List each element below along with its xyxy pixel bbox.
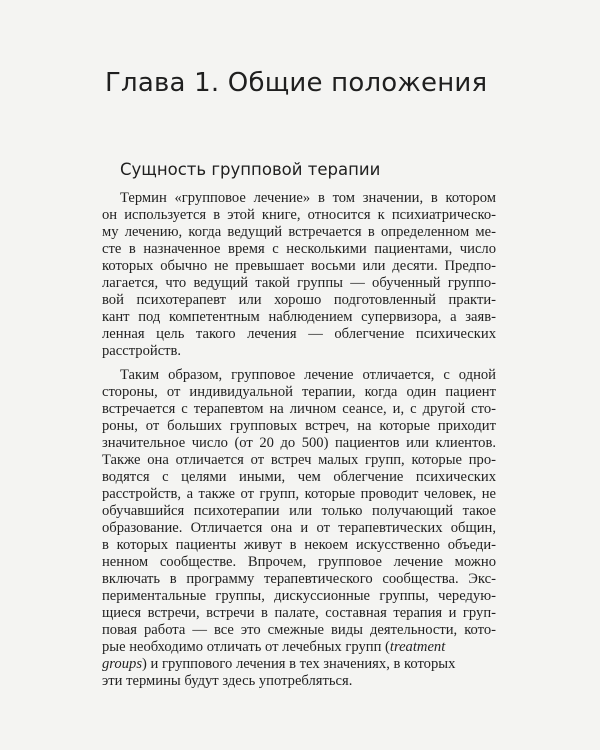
text-line: эти термины будут здесь употребляться. bbox=[102, 673, 353, 689]
text-line: расстройств. bbox=[102, 343, 182, 359]
text-line: включать в программу терапевтического сообщества. Экс- bbox=[102, 571, 496, 587]
text-line: кант под компетентным наблюдением супервизора, а заяв- bbox=[102, 309, 496, 325]
text-line: расстройств, а также от групп, которые проводит человек, не bbox=[102, 486, 496, 502]
italic-term: treatment bbox=[389, 639, 446, 655]
text-line: сте в назначенное время с несколькими пациентами, число bbox=[102, 241, 496, 257]
chapter-title: Глава 1. Общие положения bbox=[105, 68, 488, 98]
text-line: Термин «групповое лечение» в том значении, в котором bbox=[120, 190, 496, 206]
text-line: в которых пациенты живут в некоем искусственно объеди- bbox=[102, 537, 496, 553]
text-line: роны, от больших групповых встреч, на которые приходит bbox=[102, 418, 496, 434]
text-line bbox=[102, 639, 496, 657]
text-line: Также она отличается от встреч малых групп, которые про- bbox=[102, 452, 496, 468]
text-line: обучавшийся психотерапии или только получающий такое bbox=[102, 503, 496, 519]
text-line: повая работа — все это смежные виды деятельности, кото- bbox=[102, 622, 496, 638]
text-line: которых обычно не превышает восьми или десяти. Предпо- bbox=[102, 258, 496, 274]
text-line: Таким образом, групповое лечение отличается, с одной bbox=[120, 367, 496, 383]
text-line: ненном сообществе. Впрочем, групповое лечение можно bbox=[102, 554, 496, 570]
text-line: вой психотерапевт или хорошо подготовленный практи- bbox=[102, 292, 496, 308]
text-line: образование. Отличается она и от терапевтических общин, bbox=[102, 520, 496, 536]
text-line: он используется в этой книге, относится к психиатрическо- bbox=[102, 207, 496, 223]
italic-term: groups bbox=[102, 656, 143, 672]
text-line: значительное число (от 20 до 500) пациентов или клиентов. bbox=[102, 435, 496, 451]
section-title: Сущность групповой терапии bbox=[120, 160, 381, 179]
text-line: щиеся встречи, встречи в палате, составная терапия и груп- bbox=[102, 605, 496, 621]
text-line: стороны, от индивидуальной терапии, когда один пациент bbox=[102, 384, 496, 400]
text-line: му лечению, когда ведущий встречается в определенном ме- bbox=[102, 224, 496, 240]
text-fragment: рые необходимо отличать от лечебных групп ( bbox=[102, 639, 390, 655]
text-line: периментальные группы, дискуссионные группы, чередую- bbox=[102, 588, 496, 604]
text-line: ленная цель такого лечения — облегчение психических bbox=[102, 326, 496, 342]
text-line bbox=[102, 656, 496, 674]
text-line: лагается, что ведущий такой группы — обученный группо- bbox=[102, 275, 496, 291]
text-line: водятся с целями иными, чем облегчение психических bbox=[102, 469, 496, 485]
text-line: встречается с терапевтом на личном сеансе, и, с другой сто- bbox=[102, 401, 496, 417]
text-fragment: ) и группового лечения в тех значениях, в которых bbox=[142, 656, 456, 672]
